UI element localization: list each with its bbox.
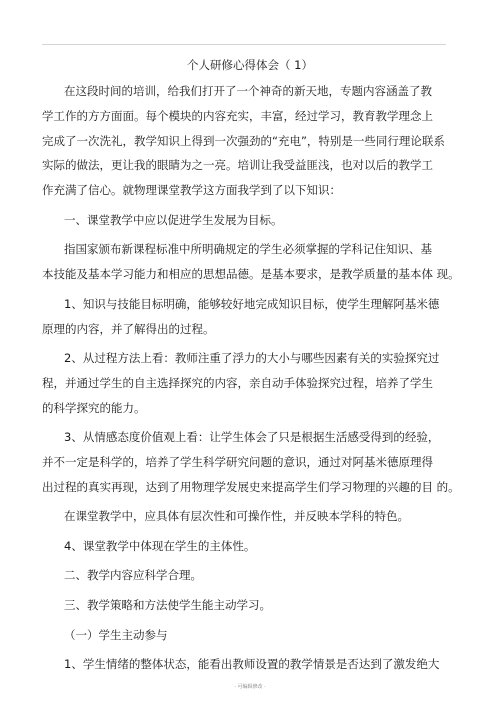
body-line: 1、知识与技能目标明确，能够较好地完成知识目标，使学生理解阿基米德 bbox=[64, 297, 440, 311]
body-line: 学工作的方方面面。每个模块的内容充实，丰富，经过学习，教育教学理念上 bbox=[42, 109, 433, 123]
document-title: 个人研修心得体会（ 1） bbox=[187, 58, 313, 72]
body-line: 在课堂教学中，应具体有层次性和可操作性，并反映本学科的特色。 bbox=[64, 509, 409, 523]
body-line: 完成了一次洗礼，教学知识上得到一次强劲的“充电”，特别是一些同行理论联系 bbox=[42, 134, 445, 148]
body-line: 1、学生情绪的整体状态，能看出教师设置的教学情景是否达到了激发绝大 bbox=[64, 657, 440, 671]
body-line: 作充满了信心。就物理课堂教学这方面我学到了以下知识： bbox=[42, 183, 341, 197]
body-line: 2、从过程方法上看：教师注重了浮力的大小与哪些因素有关的实验探究过 bbox=[64, 351, 440, 365]
body-line: 4、课堂教学中体现在学生的主体性。 bbox=[64, 539, 256, 553]
subsection-heading: （一）学生主动参与 bbox=[64, 628, 168, 642]
body-line: 指国家颁布新课程标准中所明确规定的学生必须掌握的学科记住知识、基 bbox=[64, 242, 432, 256]
body-line: 3、从情感态度价值观上看：让学生体会了只是根据生活感受得到的经验， bbox=[64, 430, 440, 444]
body-line: 的科学探究的能力。 bbox=[42, 401, 146, 415]
body-line: 程，并通过学生的自主选择探究的内容，亲自动手体验探究过程，培养了学生 bbox=[42, 376, 433, 390]
section-heading: 一、课堂教学中应以促进学生发展为目标。 bbox=[64, 213, 283, 227]
body-line: 实际的做法，更让我的眼睛为之一亮。培训让我受益匪浅，也对以后的教学工 bbox=[42, 158, 433, 172]
body-line: 原理的内容，并了解得出的过程。 bbox=[42, 322, 215, 336]
body-line: 并不一定是科学的，培养了学生科学研究问题的意识，通过对阿基米德原理得 bbox=[42, 455, 433, 469]
header-rule bbox=[42, 44, 446, 45]
body-line: 在这段时间的培训，给我们打开了一个神奇的新天地，专题内容涵盖了教 bbox=[64, 84, 432, 98]
body-line: 出过程的真实再现，达到了用物理学发展史来提高学生们学习物理的兴趣的目 的。 bbox=[42, 480, 460, 494]
section-heading: 三、教学策略和方法使学生能主动学习。 bbox=[64, 598, 271, 612]
body-line: 本技能及基本学习能力和相应的思想品德。是基本要求，是教学质量的基本体 现。 bbox=[42, 267, 460, 281]
page-footer: · 可编辑修改 · bbox=[234, 684, 266, 690]
section-heading: 二、教学内容应科学合理。 bbox=[64, 568, 202, 582]
